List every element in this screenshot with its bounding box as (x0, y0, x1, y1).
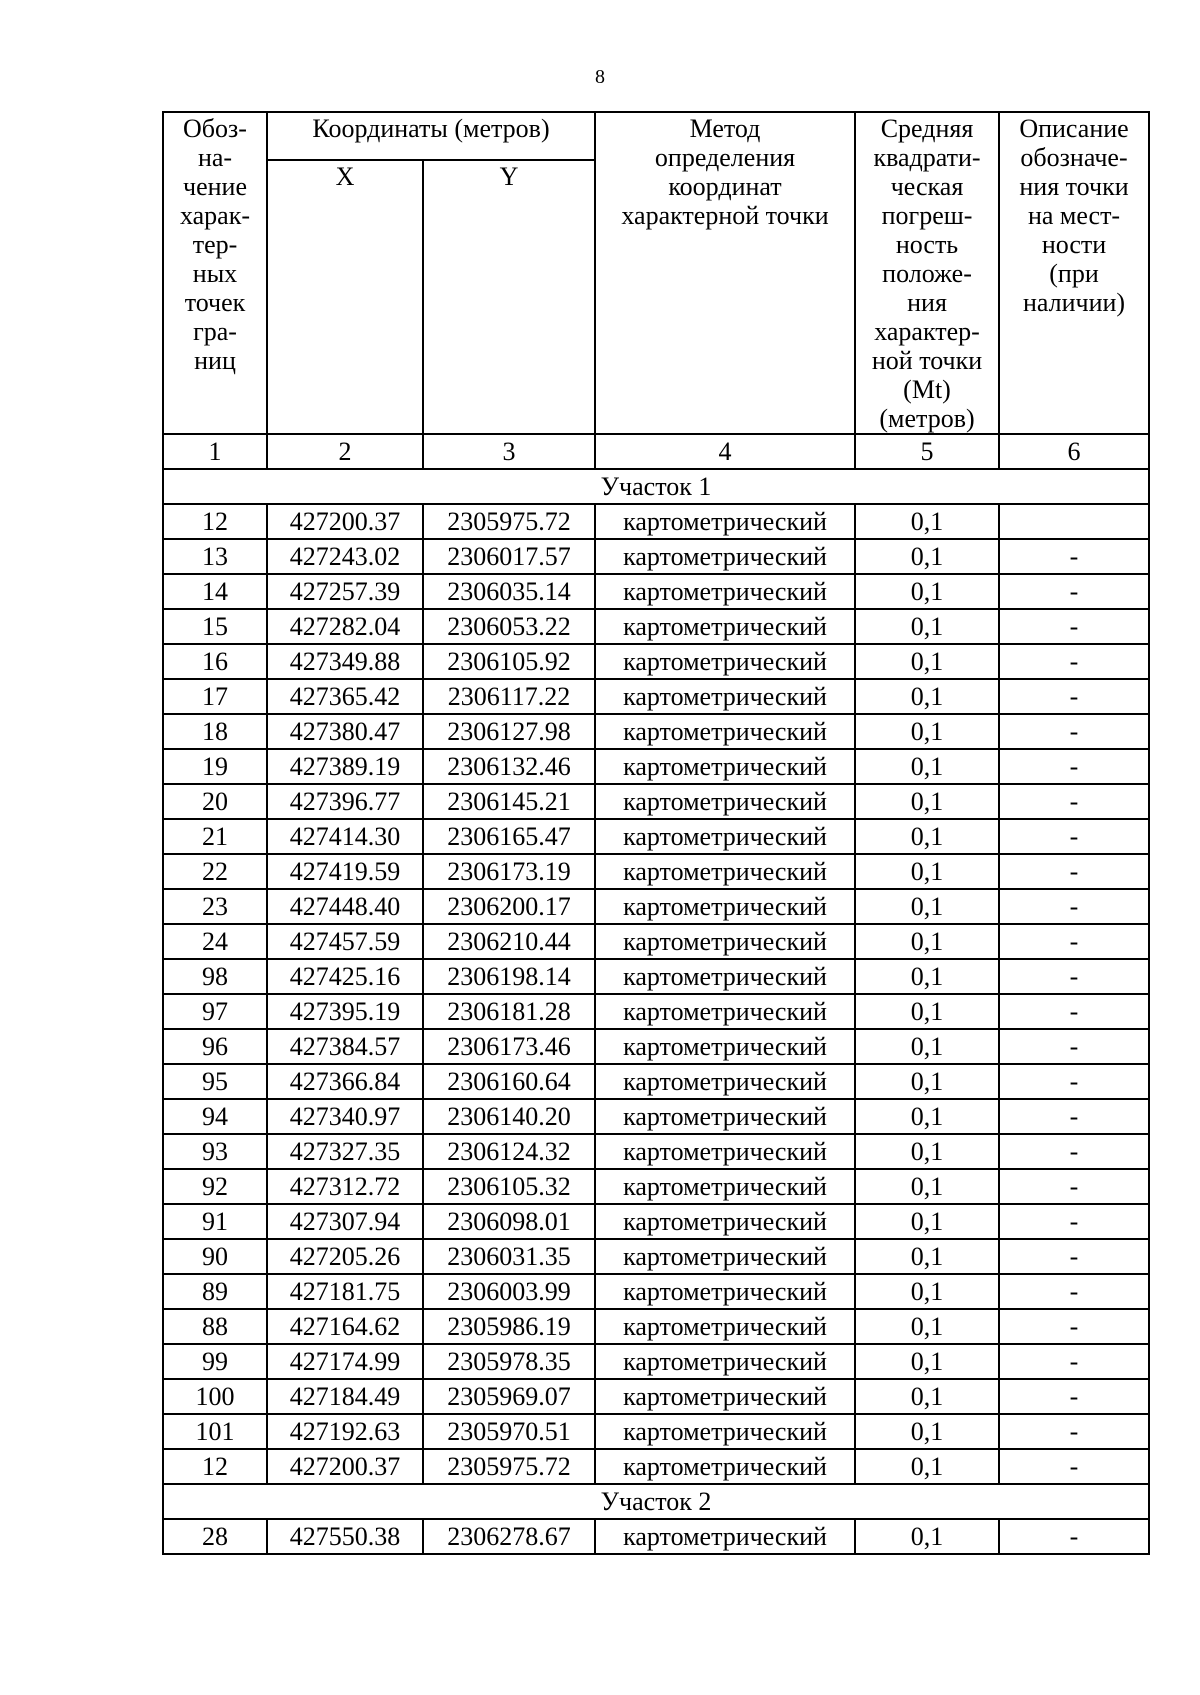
y-coordinate-cell: 2306098.01 (423, 1204, 595, 1239)
y-coordinate-cell: 2306003.99 (423, 1274, 595, 1309)
mean-error-cell: 0,1 (855, 924, 999, 959)
header-line: ниц (194, 346, 236, 375)
description-cell: - (999, 1099, 1149, 1134)
y-coordinate-cell: 2305970.51 (423, 1414, 595, 1449)
header-line: чение (183, 172, 247, 201)
description-cell: - (999, 1414, 1149, 1449)
header-line: Средняя (880, 114, 974, 143)
y-coordinate-cell: 2306132.46 (423, 749, 595, 784)
mean-error-cell: 0,1 (855, 1134, 999, 1169)
table-row (163, 1099, 1149, 1134)
mean-error-cell: 0,1 (855, 889, 999, 924)
point-id-cell: 89 (163, 1274, 267, 1309)
x-coordinate-cell: 427174.99 (267, 1344, 423, 1379)
method-cell: картометрический (595, 609, 855, 644)
point-id-cell: 90 (163, 1239, 267, 1274)
point-id-cell: 13 (163, 539, 267, 574)
header-point-designation (163, 112, 267, 434)
description-cell: - (999, 1029, 1149, 1064)
mean-error-cell: 0,1 (855, 679, 999, 714)
mean-error-cell: 0,1 (855, 994, 999, 1029)
mean-error-cell: 0,1 (855, 1099, 999, 1134)
description-cell: - (999, 924, 1149, 959)
y-coordinate-cell: 2306173.19 (423, 854, 595, 889)
column-number: 6 (999, 434, 1149, 469)
x-coordinate-cell: 427448.40 (267, 889, 423, 924)
header-line: Обоз- (183, 114, 247, 143)
mean-error-cell: 0,1 (855, 1309, 999, 1344)
coordinates-table (162, 111, 1150, 1555)
y-coordinate-cell: 2306173.46 (423, 1029, 595, 1064)
column-number: 4 (595, 434, 855, 469)
y-coordinate-cell: 2306017.57 (423, 539, 595, 574)
header-line: Описание (1019, 114, 1129, 143)
table-row (163, 714, 1149, 749)
method-cell: картометрический (595, 1099, 855, 1134)
x-coordinate-cell: 427192.63 (267, 1414, 423, 1449)
description-cell: - (999, 1134, 1149, 1169)
point-id-cell: 96 (163, 1029, 267, 1064)
x-coordinate-cell: 427164.62 (267, 1309, 423, 1344)
table-row (163, 1309, 1149, 1344)
header-line: ния (907, 288, 947, 317)
mean-error-cell: 0,1 (855, 1414, 999, 1449)
method-cell: картометрический (595, 574, 855, 609)
description-cell: - (999, 574, 1149, 609)
x-coordinate-cell: 427425.16 (267, 959, 423, 994)
y-coordinate-cell: 2306031.35 (423, 1239, 595, 1274)
header-line: на мест- (1027, 201, 1121, 230)
point-id-cell: 17 (163, 679, 267, 714)
description-cell: - (999, 749, 1149, 784)
header-line: гра- (193, 317, 237, 346)
description-cell: - (999, 959, 1149, 994)
point-id-cell: 12 (163, 504, 267, 539)
x-coordinate-cell: 427200.37 (267, 504, 423, 539)
page-number: 8 (595, 66, 605, 88)
y-coordinate-cell: 2306124.32 (423, 1134, 595, 1169)
mean-error-cell: 0,1 (855, 1449, 999, 1484)
mean-error-cell: 0,1 (855, 1519, 999, 1554)
mean-error-cell: 0,1 (855, 714, 999, 749)
section-title: Участок 1 (163, 469, 1149, 504)
method-cell: картометрический (595, 1169, 855, 1204)
y-coordinate-cell: 2305986.19 (423, 1309, 595, 1344)
y-coordinate-cell: 2306117.22 (423, 679, 595, 714)
y-coordinate-cell: 2306210.44 (423, 924, 595, 959)
table-row (163, 1169, 1149, 1204)
description-cell: - (999, 1169, 1149, 1204)
method-cell: картометрический (595, 1344, 855, 1379)
point-id-cell: 97 (163, 994, 267, 1029)
method-cell: картометрический (595, 1274, 855, 1309)
point-id-cell: 94 (163, 1099, 267, 1134)
method-cell: картометрический (595, 504, 855, 539)
table-row (163, 1274, 1149, 1309)
x-coordinate-cell: 427419.59 (267, 854, 423, 889)
x-coordinate-cell: 427366.84 (267, 1064, 423, 1099)
header-line: ния точки (1019, 172, 1129, 201)
header-line: (при (1049, 259, 1099, 288)
x-coordinate-cell: 427380.47 (267, 714, 423, 749)
method-cell: картометрический (595, 1134, 855, 1169)
point-id-cell: 16 (163, 644, 267, 679)
description-cell: - (999, 714, 1149, 749)
table-row (163, 784, 1149, 819)
header-line: ности (1041, 230, 1107, 259)
method-cell: картометрический (595, 539, 855, 574)
table-row (163, 1134, 1149, 1169)
header-line: ной точки (871, 346, 983, 375)
column-numbers-row (163, 434, 1149, 469)
point-id-cell: 18 (163, 714, 267, 749)
method-cell: картометрический (595, 1029, 855, 1064)
table-row (163, 749, 1149, 784)
table-row (163, 1064, 1149, 1099)
header-line: координат (668, 172, 782, 201)
mean-error-cell: 0,1 (855, 1029, 999, 1064)
method-cell: картометрический (595, 1519, 855, 1554)
table-row (163, 504, 1149, 539)
description-cell: - (999, 994, 1149, 1029)
table-row (163, 959, 1149, 994)
table-row (163, 1519, 1149, 1554)
point-id-cell: 95 (163, 1064, 267, 1099)
description-cell: - (999, 1449, 1149, 1484)
column-number: 3 (423, 434, 595, 469)
method-cell: картометрический (595, 994, 855, 1029)
mean-error-cell: 0,1 (855, 1379, 999, 1414)
table-row (163, 819, 1149, 854)
description-cell: - (999, 1239, 1149, 1274)
method-cell: картометрический (595, 889, 855, 924)
table-row (163, 854, 1149, 889)
mean-error-cell: 0,1 (855, 854, 999, 889)
description-cell: - (999, 854, 1149, 889)
table-row (163, 574, 1149, 609)
point-id-cell: 98 (163, 959, 267, 994)
table-row (163, 1344, 1149, 1379)
point-id-cell: 22 (163, 854, 267, 889)
column-number: 1 (163, 434, 267, 469)
header-line: ных (192, 259, 238, 288)
point-id-cell: 93 (163, 1134, 267, 1169)
header-line: харак- (179, 201, 251, 230)
point-id-cell: 28 (163, 1519, 267, 1554)
mean-error-cell: 0,1 (855, 1344, 999, 1379)
header-line: (Mt) (903, 375, 951, 404)
y-coordinate-cell: 2306053.22 (423, 609, 595, 644)
point-id-cell: 20 (163, 784, 267, 819)
table-body (163, 434, 1149, 1554)
x-coordinate-cell: 427550.38 (267, 1519, 423, 1554)
table-row (163, 1414, 1149, 1449)
method-cell: картометрический (595, 1379, 855, 1414)
x-coordinate-cell: 427457.59 (267, 924, 423, 959)
header-line: квадрати- (873, 143, 981, 172)
mean-error-cell: 0,1 (855, 1239, 999, 1274)
header-line: наличии) (1022, 288, 1126, 317)
method-cell: картометрический (595, 854, 855, 889)
mean-error-cell: 0,1 (855, 819, 999, 854)
point-id-cell: 91 (163, 1204, 267, 1239)
point-id-cell: 19 (163, 749, 267, 784)
method-cell: картометрический (595, 784, 855, 819)
point-id-cell: 100 (163, 1379, 267, 1414)
point-id-cell: 21 (163, 819, 267, 854)
x-coordinate-cell: 427414.30 (267, 819, 423, 854)
y-coordinate-cell: 2306198.14 (423, 959, 595, 994)
header-line: ность (895, 230, 959, 259)
x-coordinate-cell: 427327.35 (267, 1134, 423, 1169)
method-cell: картометрический (595, 1449, 855, 1484)
x-coordinate-cell: 427181.75 (267, 1274, 423, 1309)
y-coordinate-cell: 2306165.47 (423, 819, 595, 854)
header-line: (метров) (879, 404, 975, 433)
mean-error-cell: 0,1 (855, 959, 999, 994)
method-cell: картометрический (595, 1064, 855, 1099)
y-coordinate-cell: 2306278.67 (423, 1519, 595, 1554)
mean-error-cell: 0,1 (855, 504, 999, 539)
method-cell: картометрический (595, 1239, 855, 1274)
method-cell: картометрический (595, 819, 855, 854)
section-row (163, 1484, 1149, 1519)
description-cell: - (999, 819, 1149, 854)
point-id-cell: 23 (163, 889, 267, 924)
table-row (163, 994, 1149, 1029)
method-cell: картометрический (595, 924, 855, 959)
description-cell (999, 504, 1149, 539)
x-coordinate-cell: 427200.37 (267, 1449, 423, 1484)
method-cell: картометрический (595, 644, 855, 679)
y-coordinate-cell: 2306105.32 (423, 1169, 595, 1204)
table-row (163, 924, 1149, 959)
table-row (163, 609, 1149, 644)
y-coordinate-cell: 2306181.28 (423, 994, 595, 1029)
header-line: тер- (192, 230, 238, 259)
y-coordinate-cell: 2306140.20 (423, 1099, 595, 1134)
description-cell: - (999, 644, 1149, 679)
table-row (163, 679, 1149, 714)
x-coordinate-cell: 427312.72 (267, 1169, 423, 1204)
y-coordinate-cell: 2306035.14 (423, 574, 595, 609)
x-coordinate-cell: 427184.49 (267, 1379, 423, 1414)
header-line: характерной точки (621, 201, 829, 230)
header-x: X (267, 160, 423, 434)
y-coordinate-cell: 2306145.21 (423, 784, 595, 819)
x-coordinate-cell: 427349.88 (267, 644, 423, 679)
description-cell: - (999, 1309, 1149, 1344)
description-cell: - (999, 1379, 1149, 1414)
mean-error-cell: 0,1 (855, 1204, 999, 1239)
table-row (163, 1239, 1149, 1274)
y-coordinate-cell: 2306160.64 (423, 1064, 595, 1099)
table-row (163, 644, 1149, 679)
header-line: положе- (882, 259, 972, 288)
mean-error-cell: 0,1 (855, 574, 999, 609)
section-row (163, 469, 1149, 504)
x-coordinate-cell: 427395.19 (267, 994, 423, 1029)
description-cell: - (999, 784, 1149, 819)
table-row (163, 889, 1149, 924)
table-row (163, 1449, 1149, 1484)
column-number: 2 (267, 434, 423, 469)
mean-error-cell: 0,1 (855, 784, 999, 819)
mean-error-cell: 0,1 (855, 1169, 999, 1204)
header-line: погреш- (881, 201, 973, 230)
x-coordinate-cell: 427205.26 (267, 1239, 423, 1274)
x-coordinate-cell: 427396.77 (267, 784, 423, 819)
x-coordinate-cell: 427389.19 (267, 749, 423, 784)
table-row (163, 1029, 1149, 1064)
description-cell: - (999, 679, 1149, 714)
point-id-cell: 15 (163, 609, 267, 644)
point-id-cell: 14 (163, 574, 267, 609)
header-method (595, 112, 855, 434)
point-id-cell: 101 (163, 1414, 267, 1449)
description-cell: - (999, 1519, 1149, 1554)
header-line: Метод (689, 114, 761, 143)
table-row (163, 1204, 1149, 1239)
header-coordinates: Координаты (метров) (267, 112, 595, 160)
x-coordinate-cell: 427257.39 (267, 574, 423, 609)
mean-error-cell: 0,1 (855, 749, 999, 784)
header-y: Y (423, 160, 595, 434)
method-cell: картометрический (595, 749, 855, 784)
method-cell: картометрический (595, 1309, 855, 1344)
header-line: на- (197, 143, 233, 172)
header-line: обозначе- (1020, 143, 1128, 172)
point-id-cell: 24 (163, 924, 267, 959)
point-id-cell: 99 (163, 1344, 267, 1379)
table-row (163, 1379, 1149, 1414)
header-mean-square-error (855, 112, 999, 434)
mean-error-cell: 0,1 (855, 609, 999, 644)
y-coordinate-cell: 2305978.35 (423, 1344, 595, 1379)
mean-error-cell: 0,1 (855, 644, 999, 679)
method-cell: картометрический (595, 679, 855, 714)
description-cell: - (999, 1274, 1149, 1309)
table-header (163, 112, 1149, 434)
method-cell: картометрический (595, 1414, 855, 1449)
point-id-cell: 12 (163, 1449, 267, 1484)
method-cell: картометрический (595, 959, 855, 994)
x-coordinate-cell: 427340.97 (267, 1099, 423, 1134)
y-coordinate-cell: 2306105.92 (423, 644, 595, 679)
method-cell: картометрический (595, 1204, 855, 1239)
x-coordinate-cell: 427307.94 (267, 1204, 423, 1239)
x-coordinate-cell: 427243.02 (267, 539, 423, 574)
method-cell: картометрический (595, 714, 855, 749)
header-description (999, 112, 1149, 434)
y-coordinate-cell: 2306200.17 (423, 889, 595, 924)
description-cell: - (999, 1204, 1149, 1239)
section-title: Участок 2 (163, 1484, 1149, 1519)
description-cell: - (999, 1064, 1149, 1099)
y-coordinate-cell: 2305969.07 (423, 1379, 595, 1414)
description-cell: - (999, 609, 1149, 644)
y-coordinate-cell: 2305975.72 (423, 504, 595, 539)
mean-error-cell: 0,1 (855, 1064, 999, 1099)
header-line: характер- (874, 317, 980, 346)
y-coordinate-cell: 2306127.98 (423, 714, 595, 749)
table-row (163, 539, 1149, 574)
x-coordinate-cell: 427384.57 (267, 1029, 423, 1064)
description-cell: - (999, 1344, 1149, 1379)
x-coordinate-cell: 427282.04 (267, 609, 423, 644)
mean-error-cell: 0,1 (855, 539, 999, 574)
description-cell: - (999, 889, 1149, 924)
header-line: ческая (890, 172, 964, 201)
header-line: точек (184, 288, 246, 317)
point-id-cell: 92 (163, 1169, 267, 1204)
header-line: определения (654, 143, 796, 172)
x-coordinate-cell: 427365.42 (267, 679, 423, 714)
y-coordinate-cell: 2305975.72 (423, 1449, 595, 1484)
mean-error-cell: 0,1 (855, 1274, 999, 1309)
point-id-cell: 88 (163, 1309, 267, 1344)
description-cell: - (999, 539, 1149, 574)
column-number: 5 (855, 434, 999, 469)
